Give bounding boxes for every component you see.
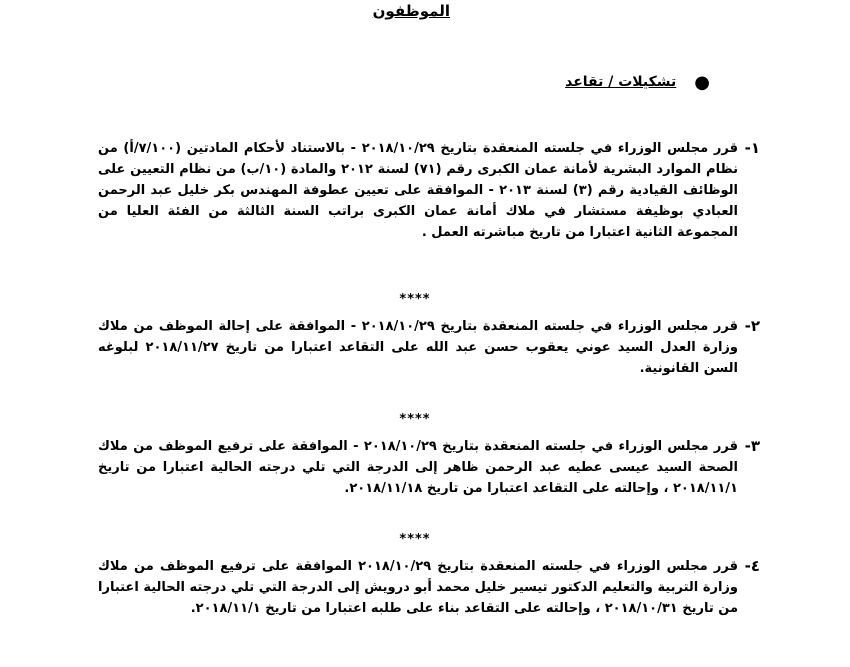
item-number: ٢- (744, 317, 760, 335)
item-text: قرر مجلس الوزراء في جلسته المنعقدة بتاريخ ٢٠١٨/١٠/٢٩ الموافقة على ترفيع الموظف من ملاك وزارة التربية والتعليم الدكتور تيسير خليل محمد أبو درويش إلى الدرجة التي تلي درجته الحالية اعتبارا من تاريخ ٢٠١٨/١٠/٣١ ، وإحالته على التقاعد بناء على طلبه اعتبارا من تاريخ ٢٠١٨/١١/١. (98, 559, 738, 616)
decision-item (98, 138, 760, 243)
bullet-icon: ● (694, 72, 710, 93)
document-title: الموظفون (372, 2, 450, 20)
decision-item (98, 436, 760, 499)
item-text: قرر مجلس الوزراء في جلسته المنعقدة بتاريخ ٢٠١٨/١٠/٢٩ - الموافقة على إحالة الموظف من ملاك وزارة العدل السيد عوني يعقوب حسن عبد الله على التقاعد اعتبارا من تاريخ ٢٠١٨/١١/٢٧ لبلوغه السن القانونية. (98, 319, 738, 376)
decision-item (98, 556, 760, 619)
decision-item (98, 316, 760, 379)
section-label: تشكيلات / تقاعد (565, 74, 677, 90)
item-text: قرر مجلس الوزراء في جلسته المنعقدة بتاريخ ٢٠١٨/١٠/٢٩ - بالاستناد لأحكام المادتين (٧/١٠٠/أ) من نظام الموارد البشرية لأمانة عمان الكبرى رقم (٧١) لسنة ٢٠١٢ والمادة (١٠/ب) من نظام التعيين على الوظائف القيادية رقم (٣) لسنة ٢٠١٣ - الموافقة على تعيين عطوفة المهندس بكر خليل عبد الرحمن العبادي بوظيفة مستشار في ملاك أمانة عمان الكبرى براتب السنة الثالثة من الفئة العليا من المجموعة الثانية اعتبارا من تاريخ مباشرته العمل . (98, 141, 739, 240)
item-number: ٤- (744, 557, 760, 575)
separator: **** (399, 412, 431, 427)
separator: **** (399, 292, 431, 307)
section-heading (565, 72, 710, 93)
item-text: قرر مجلس الوزراء في جلسته المنعقدة بتاريخ ٢٠١٨/١٠/٢٩ - الموافقة على ترفيع الموظف من ملاك الصحة السيد عيسى عطيه عبد الرحمن ظاهر إلى الدرجة التي تلي درجته الحالية اعتبارا من تاريخ ٢٠١٨/١١/١ ، وإحالته على التقاعد اعتبارا من تاريخ ٢٠١٨/١١/١٨. (98, 439, 738, 496)
item-number: ٣- (744, 437, 760, 455)
item-number: ١- (744, 139, 760, 157)
separator: **** (399, 532, 431, 547)
